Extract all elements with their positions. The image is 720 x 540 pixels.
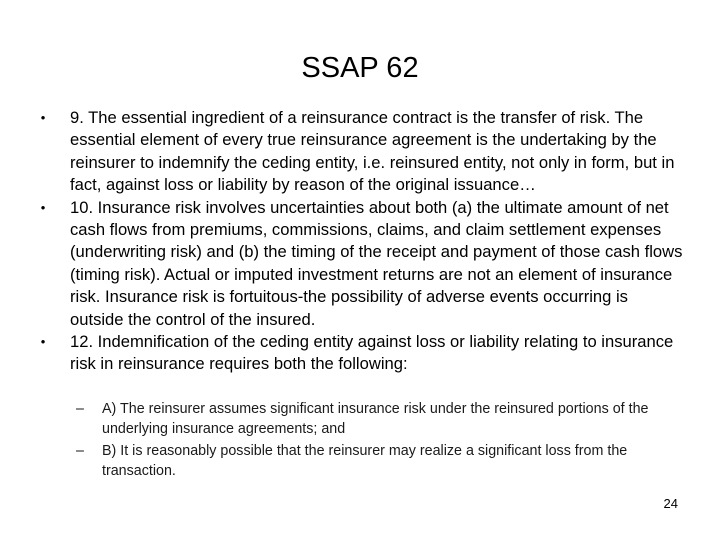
bullet-text: 12. Indemnification of the ceding entity against loss or liability relating to insurance risk in reinsurance requires both the following: xyxy=(70,332,674,374)
sub-bullet-item-a xyxy=(70,399,680,439)
bullet-icon: • xyxy=(40,334,46,350)
dash-icon: – xyxy=(76,401,84,417)
bullet-list xyxy=(36,107,686,376)
dash-icon: – xyxy=(76,443,84,459)
bullet-text: 9. The essential ingredient of a reinsurance contract is the transfer of risk. The essential element of every true reinsurance agreement is the undertaking by the reinsurer to indemnify the ceding entity, i.e. reinsured entity, not only in form, but in fact, against loss or liability by reason of the original issuance… xyxy=(70,108,675,195)
bullet-text: 10. Insurance risk involves uncertainties about both (a) the ultimate amount of net cash flows from premiums, commissions, claims, and claim settlement expenses (underwriting risk) and (b) the timing of the receipt and payment of those cash flows (timing risk). Actual or imputed investment returns are not an element of insurance risk. Insurance risk is fortuitous-the possibility of adverse events occurring is outside the control of the insured. xyxy=(70,197,683,329)
bullet-item-9 xyxy=(36,107,686,197)
bullet-item-12 xyxy=(36,331,686,376)
sub-bullet-item-b xyxy=(70,441,680,481)
slide-title: SSAP 62 xyxy=(301,52,419,84)
bullet-icon: • xyxy=(40,110,46,125)
sub-bullet-text: A) The reinsurer assumes significant insurance risk under the reinsured portions of the underlying insurance agreements; and xyxy=(102,401,649,437)
bullet-item-10 xyxy=(36,197,686,331)
page-number: 24 xyxy=(663,496,678,511)
sub-bullet-list xyxy=(70,399,680,483)
sub-bullet-text: B) It is reasonably possible that the reinsurer may realize a significant loss from the transaction. xyxy=(102,443,628,479)
bullet-icon: • xyxy=(40,199,46,215)
